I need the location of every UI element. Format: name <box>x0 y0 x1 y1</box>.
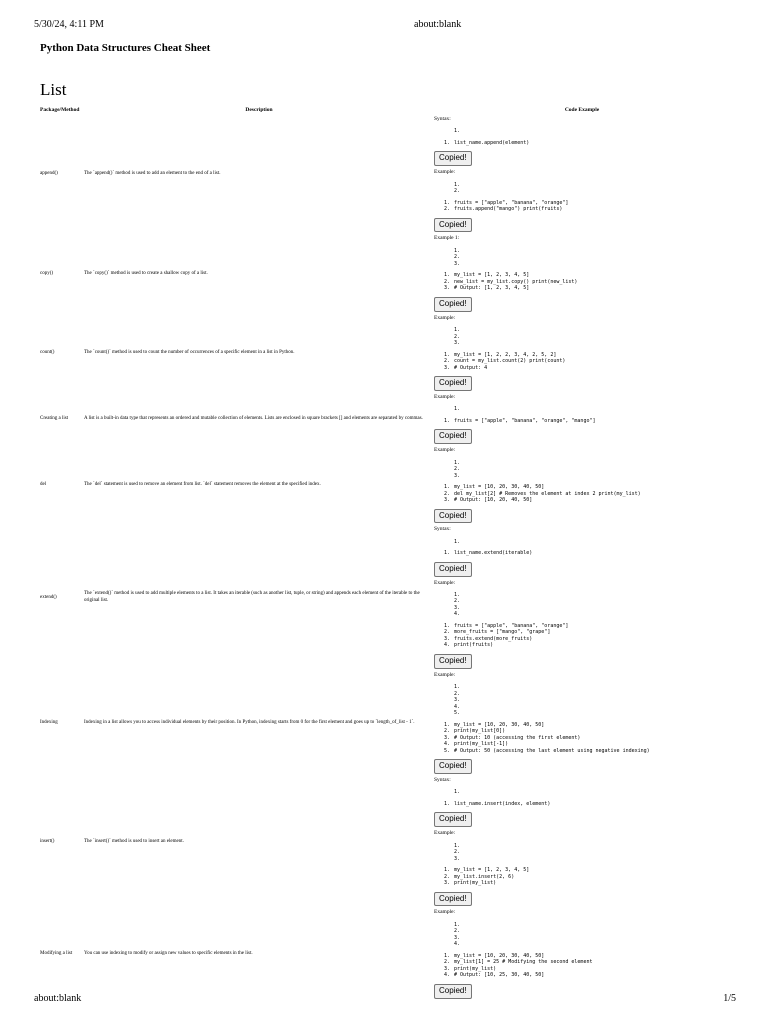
line-numbers <box>434 789 730 796</box>
code-block <box>434 169 730 234</box>
line-numbers <box>434 182 730 195</box>
document-title: Python Data Structures Cheat Sheet <box>40 42 211 54</box>
code-line: new_list = my_list.copy() print(new_list) <box>454 278 578 285</box>
code-lines <box>434 722 730 755</box>
line-number: 1 . <box>454 843 730 850</box>
method-description: A list is a built-in data type that represents an ordered and mutable collection of elements. Lists are enclosed in square brackets [] and elements are separated by commas. <box>84 416 423 422</box>
code-example-cell <box>434 525 730 670</box>
code-line: my_list = [1, 2, 2, 3, 4, 2, 5, 2] <box>454 351 557 358</box>
code-block-label: Example: <box>434 169 456 176</box>
copy-button[interactable]: Copied! <box>434 376 472 391</box>
method-name: count() <box>40 349 55 355</box>
copy-button[interactable]: Copied! <box>434 654 472 669</box>
code-line: print(fruits) <box>454 642 494 649</box>
line-number: 1 . <box>454 327 730 334</box>
code-line: my_list = [1, 2, 3, 4, 5] <box>454 272 530 279</box>
method-description: The `extend()` method is used to add multiple elements to a list. It takes an iterable (such as another list, tuple, or string) and appends each element of the iterable to the original list. <box>84 591 420 604</box>
table-row <box>40 776 730 908</box>
code-example-cell <box>434 115 730 234</box>
line-number: 3 . <box>454 697 730 704</box>
cheat-sheet-table <box>40 104 730 1001</box>
line-number: 1 . <box>454 922 730 929</box>
line-number: 3 . <box>454 605 730 612</box>
code-lines <box>434 200 730 213</box>
code-lines <box>434 418 730 425</box>
copy-button[interactable]: Copied! <box>434 297 472 312</box>
code-example-cell <box>434 446 730 525</box>
column-header-code: Code Example <box>564 106 600 113</box>
method-description: The `count()` method is used to count the number of occurrences of a specific element in a list in Python. <box>84 349 295 355</box>
code-line: count = my_list.count(2) print(count) <box>454 358 566 365</box>
code-line: fruits = ["apple", "banana", "orange"] <box>454 622 569 629</box>
code-block <box>434 526 730 578</box>
code-block-label: Example 1: <box>434 235 460 242</box>
code-example-cell <box>434 776 730 908</box>
code-lines <box>434 953 730 979</box>
code-line: fruits = ["apple", "banana", "orange"] <box>454 199 569 206</box>
copy-button[interactable]: Copied! <box>434 562 472 577</box>
code-lines <box>434 550 730 557</box>
code-block <box>434 394 730 446</box>
copy-button[interactable]: Copied! <box>434 429 472 444</box>
code-line: my_list = [10, 20, 30, 40, 50] <box>454 484 545 491</box>
line-number: 1 . <box>454 789 730 796</box>
line-number: 1 . <box>454 248 730 255</box>
code-line: list_name.append(element) <box>454 139 530 146</box>
method-name: del <box>40 482 47 488</box>
code-block-label: Syntax: <box>434 526 451 533</box>
column-header-method: Package/Method <box>40 106 80 113</box>
code-block-label: Syntax: <box>434 776 451 783</box>
code-block <box>434 672 730 776</box>
method-description: The `copy()` method is used to create a shallow copy of a list. <box>84 270 208 276</box>
line-numbers <box>434 460 730 480</box>
code-line: my_list[1] = 25 # Modifying the second element <box>454 959 593 966</box>
method-name: Creating a list <box>40 416 69 422</box>
line-number: 3 . <box>454 473 730 480</box>
method-description: Indexing in a list allows you to access individual elements by their position. In Python, indexing starts from 0 for the first element and goes up to `length_of_list - 1`. <box>84 719 415 725</box>
method-name: append() <box>40 171 58 177</box>
line-number: 2 . <box>454 254 730 261</box>
code-lines <box>434 272 730 292</box>
table-row <box>40 671 730 776</box>
line-number: 5 . <box>454 710 730 717</box>
line-numbers <box>434 128 730 135</box>
code-lines <box>434 623 730 649</box>
code-line: print(my_list[0]) <box>454 728 506 735</box>
method-name: Modifying a list <box>40 951 73 957</box>
line-number: 3 . <box>454 856 730 863</box>
code-block <box>434 580 730 671</box>
code-line: my_list = [10, 20, 30, 40, 50] <box>454 721 545 728</box>
line-number: 1 . <box>454 182 730 189</box>
code-lines <box>434 140 730 147</box>
code-block <box>434 830 730 908</box>
line-numbers <box>434 406 730 413</box>
code-line: # Output: [10, 25, 30, 40, 50] <box>454 972 545 979</box>
page-number: 1/5 <box>723 993 736 1004</box>
method-description: The `del` statement is used to remove an element from list. `del` statement removes the element at the specified index. <box>84 482 321 488</box>
line-number: 1 . <box>454 592 730 599</box>
code-block-label: Example: <box>434 671 456 678</box>
line-number: 2 . <box>454 928 730 935</box>
table-row <box>40 525 730 670</box>
code-line: my_list = [1, 2, 3, 4, 5] <box>454 867 530 874</box>
method-name: Indexing <box>40 719 58 725</box>
code-example-cell <box>434 393 730 446</box>
print-datetime: 5/30/24, 4:11 PM <box>34 19 104 30</box>
method-name: copy() <box>40 270 54 276</box>
line-numbers <box>434 539 730 546</box>
code-block <box>434 447 730 525</box>
code-block-label: Example: <box>434 447 456 454</box>
line-number: 2 . <box>454 334 730 341</box>
code-line: list_name.insert(index, element) <box>454 800 551 807</box>
code-line: list_name.extend(iterable) <box>454 550 533 557</box>
code-line: my_list = [10, 20, 30, 40, 50] <box>454 952 545 959</box>
code-example-cell <box>434 234 730 313</box>
copy-button[interactable]: Copied! <box>434 892 472 907</box>
code-line: more_fruits = ["mango", "grape"] <box>454 629 551 636</box>
line-number: 2 . <box>454 598 730 605</box>
line-numbers <box>434 327 730 347</box>
method-name: insert() <box>40 838 55 844</box>
method-description: The `insert()` method is used to insert an element. <box>84 838 184 844</box>
code-block <box>434 909 730 1000</box>
code-block <box>434 235 730 313</box>
code-line: print(my_list) <box>454 965 497 972</box>
line-number: 2 . <box>454 691 730 698</box>
line-numbers <box>434 684 730 717</box>
copy-button[interactable]: Copied! <box>434 759 472 774</box>
code-block-label: Syntax: <box>434 116 451 122</box>
method-description: The `append()` method is used to add an element to the end of a list. <box>84 171 221 177</box>
line-number: 1 . <box>454 684 730 691</box>
line-number: 3 . <box>454 340 730 347</box>
copy-button[interactable]: Copied! <box>434 218 472 233</box>
line-number: 4 . <box>454 704 730 711</box>
code-line: my_list.insert(2, 6) <box>454 873 515 880</box>
line-number: 4 . <box>454 941 730 948</box>
code-line: fruits.extend(more_fruits) <box>454 635 533 642</box>
code-block <box>434 315 730 393</box>
line-number: 1 . <box>454 539 730 546</box>
code-line: print(my_list[-1]) <box>454 741 509 748</box>
table-row <box>40 115 730 234</box>
code-example-cell <box>434 671 730 776</box>
code-example-cell <box>434 314 730 393</box>
table-row <box>40 234 730 313</box>
line-number: 3 . <box>454 261 730 268</box>
line-numbers <box>434 922 730 948</box>
line-number: 2 . <box>454 849 730 856</box>
line-numbers <box>434 592 730 618</box>
print-url-header: about:blank <box>414 19 462 30</box>
code-line: # Output: 10 (accessing the first element) <box>454 734 581 741</box>
line-numbers <box>434 248 730 268</box>
code-block-label: Example: <box>434 314 456 321</box>
code-line: # Output: [10, 20, 40, 50] <box>454 497 533 504</box>
line-number: 2 . <box>454 188 730 195</box>
code-example-cell <box>434 908 730 1000</box>
code-block-label: Example: <box>434 393 456 400</box>
line-number: 4 . <box>454 611 730 618</box>
line-number: 3 . <box>454 935 730 942</box>
table-header-row <box>40 104 730 115</box>
method-description: You can use indexing to modify or assign new values to specific elements in the list. <box>84 951 253 957</box>
line-number: 2 . <box>454 466 730 473</box>
code-lines <box>434 484 730 504</box>
table-row <box>40 393 730 446</box>
section-title: List <box>40 80 67 99</box>
code-lines <box>434 801 730 808</box>
code-line: del my_list[2] # Removes the element at index 2 print(my_list) <box>454 490 641 497</box>
line-number: 1 . <box>454 406 730 413</box>
copy-button[interactable]: Copied! <box>434 151 472 166</box>
line-number: 1 . <box>454 128 730 135</box>
code-block <box>434 116 730 168</box>
code-line: fruits.append("mango") print(fruits) <box>454 206 563 213</box>
code-line: # Output: [1, 2, 3, 4, 5] <box>454 285 530 292</box>
code-lines <box>434 867 730 887</box>
table-row <box>40 446 730 525</box>
code-line: print(my_list) <box>454 880 497 887</box>
code-block-label: Example: <box>434 579 456 586</box>
code-block <box>434 777 730 829</box>
print-url-footer: about:blank <box>34 993 82 1004</box>
copy-button[interactable]: Copied! <box>434 984 472 999</box>
column-header-description: Description <box>245 106 273 113</box>
copy-button[interactable]: Copied! <box>434 509 472 524</box>
code-line: # Output: 4 <box>454 364 488 371</box>
code-line: # Output: 50 (accessing the last element using negative indexing) <box>454 747 650 754</box>
line-number: 1 . <box>454 460 730 467</box>
code-line: fruits = ["apple", "banana", "orange", "mango"] <box>454 417 596 424</box>
code-block-label: Example: <box>434 830 456 837</box>
code-lines <box>434 352 730 372</box>
line-numbers <box>434 843 730 863</box>
method-name: extend() <box>40 594 57 600</box>
table-row <box>40 908 730 1000</box>
table-row <box>40 314 730 393</box>
code-block-label: Example: <box>434 909 456 916</box>
copy-button[interactable]: Copied! <box>434 812 472 827</box>
